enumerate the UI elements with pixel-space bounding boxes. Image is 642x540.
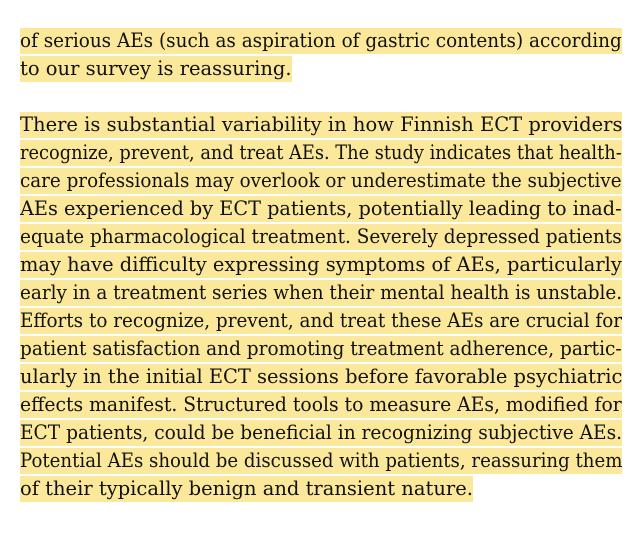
highlighted-text: care professionals may overlook or underestimate the subjective [20,169,622,192]
highlighted-text: Potential AEs should be discussed with patients, reassuring them [20,449,623,472]
text-line [20,363,622,391]
highlighted-text: of their typically benign and transient nature. [20,477,473,500]
text-line [20,335,622,363]
text-line [20,167,622,195]
paragraph-2 [20,111,622,503]
highlighted-text: Efforts to recognize, prevent, and treat these AEs are crucial for [20,309,623,332]
text-line [20,139,622,167]
highlighted-text: to our survey is reassuring. [20,57,292,80]
text-line [20,195,622,223]
highlighted-text: ularly in the initial ECT sessions before favorable psychiatric [20,365,623,388]
text-line [20,279,622,307]
paragraph-gap [20,83,622,111]
document-page [20,27,622,503]
text-line [20,55,622,83]
text-line [20,419,622,447]
text-line [20,391,622,419]
text-line [20,447,622,475]
highlighted-text: early in a treatment series when their mental health is unstable. [20,281,623,304]
highlighted-text: recognize, prevent, and treat AEs. The study indicates that health- [20,141,622,164]
text-line [20,475,622,503]
highlighted-text: effects manifest. Structured tools to measure AEs, modified for [20,393,622,416]
text-line [20,111,622,139]
highlighted-text: equate pharmacological treatment. Severely depressed patients [20,225,622,248]
text-line [20,223,622,251]
highlighted-text: patient satisfaction and promoting treatment adherence, partic- [20,337,622,360]
highlighted-text: There is substantial variability in how Finnish ECT providers [20,113,623,136]
paragraph-1 [20,27,622,83]
text-line [20,251,622,279]
highlighted-text: may have difficulty expressing symptoms of AEs, particularly [20,253,622,276]
highlighted-text: AEs experienced by ECT patients, potentially leading to inad- [20,197,622,220]
highlighted-text: ECT patients, could be beneficial in recognizing subjective AEs. [20,421,623,444]
text-line [20,307,622,335]
text-line [20,27,622,55]
highlighted-text: of serious AEs (such as aspiration of gastric contents) according [20,29,622,52]
